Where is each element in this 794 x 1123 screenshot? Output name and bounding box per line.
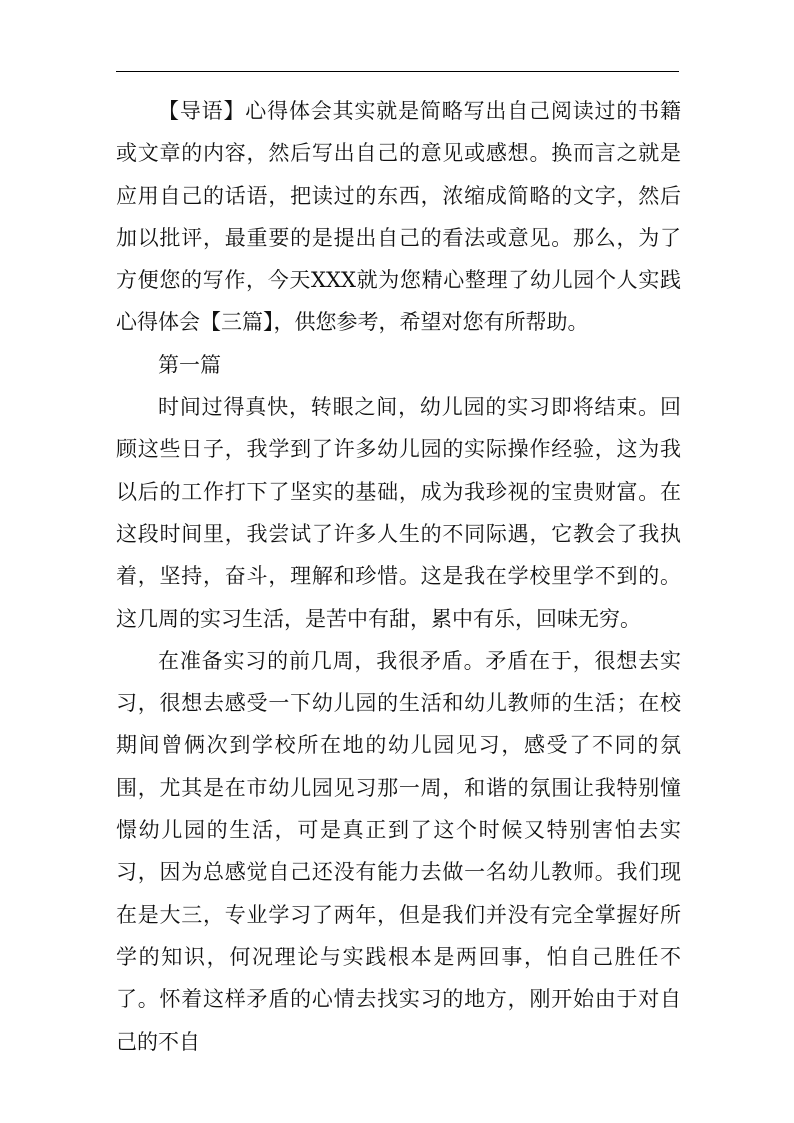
intro-paragraph: 【导语】心得体会其实就是简略写出自己阅读过的书籍或文章的内容，然后写出自己的意见或感想。换而言之就是应用自己的话语，把读过的东西，浓缩成简略的文字，然后加以批评，最重要的是提出自己的看法或意见。那么，为了方便您的写作，今天XXX就为您精心整理了幼儿园个人实践心得体会【三篇】，供您参考，希望对您有所帮助。 — [116, 99, 681, 335]
body-paragraph-1: 时间过得真快，转眼之间，幼儿园的实习即将结束。回顾这些日子，我学到了许多幼儿园的实际操作经验，这为我以后的工作打下了坚实的基础，成为我珍视的宝贵财富。在这段时间里，我尝试了许多人生的不同际遇，它教会了我执着，坚持，奋斗，理解和珍惜。这是我在学校里学不到的。这几周的实习生活，是苦中有甜，累中有乐，回味无穷。 — [116, 395, 681, 631]
header-rule — [116, 71, 679, 72]
section-heading: 第一篇 — [158, 352, 221, 377]
document-body — [116, 90, 681, 1063]
body-paragraph-2: 在准备实习的前几周，我很矛盾。矛盾在于，很想去实习，很想去感受一下幼儿园的生活和幼儿教师的生活；在校期间曾俩次到学校所在地的幼儿园见习，感受了不同的氛围，尤其是在市幼儿园见习那一周，和谐的氛围让我特别憧憬幼儿园的生活，可是真正到了这个时候又特别害怕去实习，因为总感觉自己还没有能力去做一名幼儿教师。我们现在是大三，专业学习了两年，但是我们并没有完全掌握好所学的知识，何况理论与实践根本是两回事，怕自己胜任不了。怀着这样矛盾的心情去找实习的地方，刚开始由于对自己的不自 — [116, 648, 681, 1054]
